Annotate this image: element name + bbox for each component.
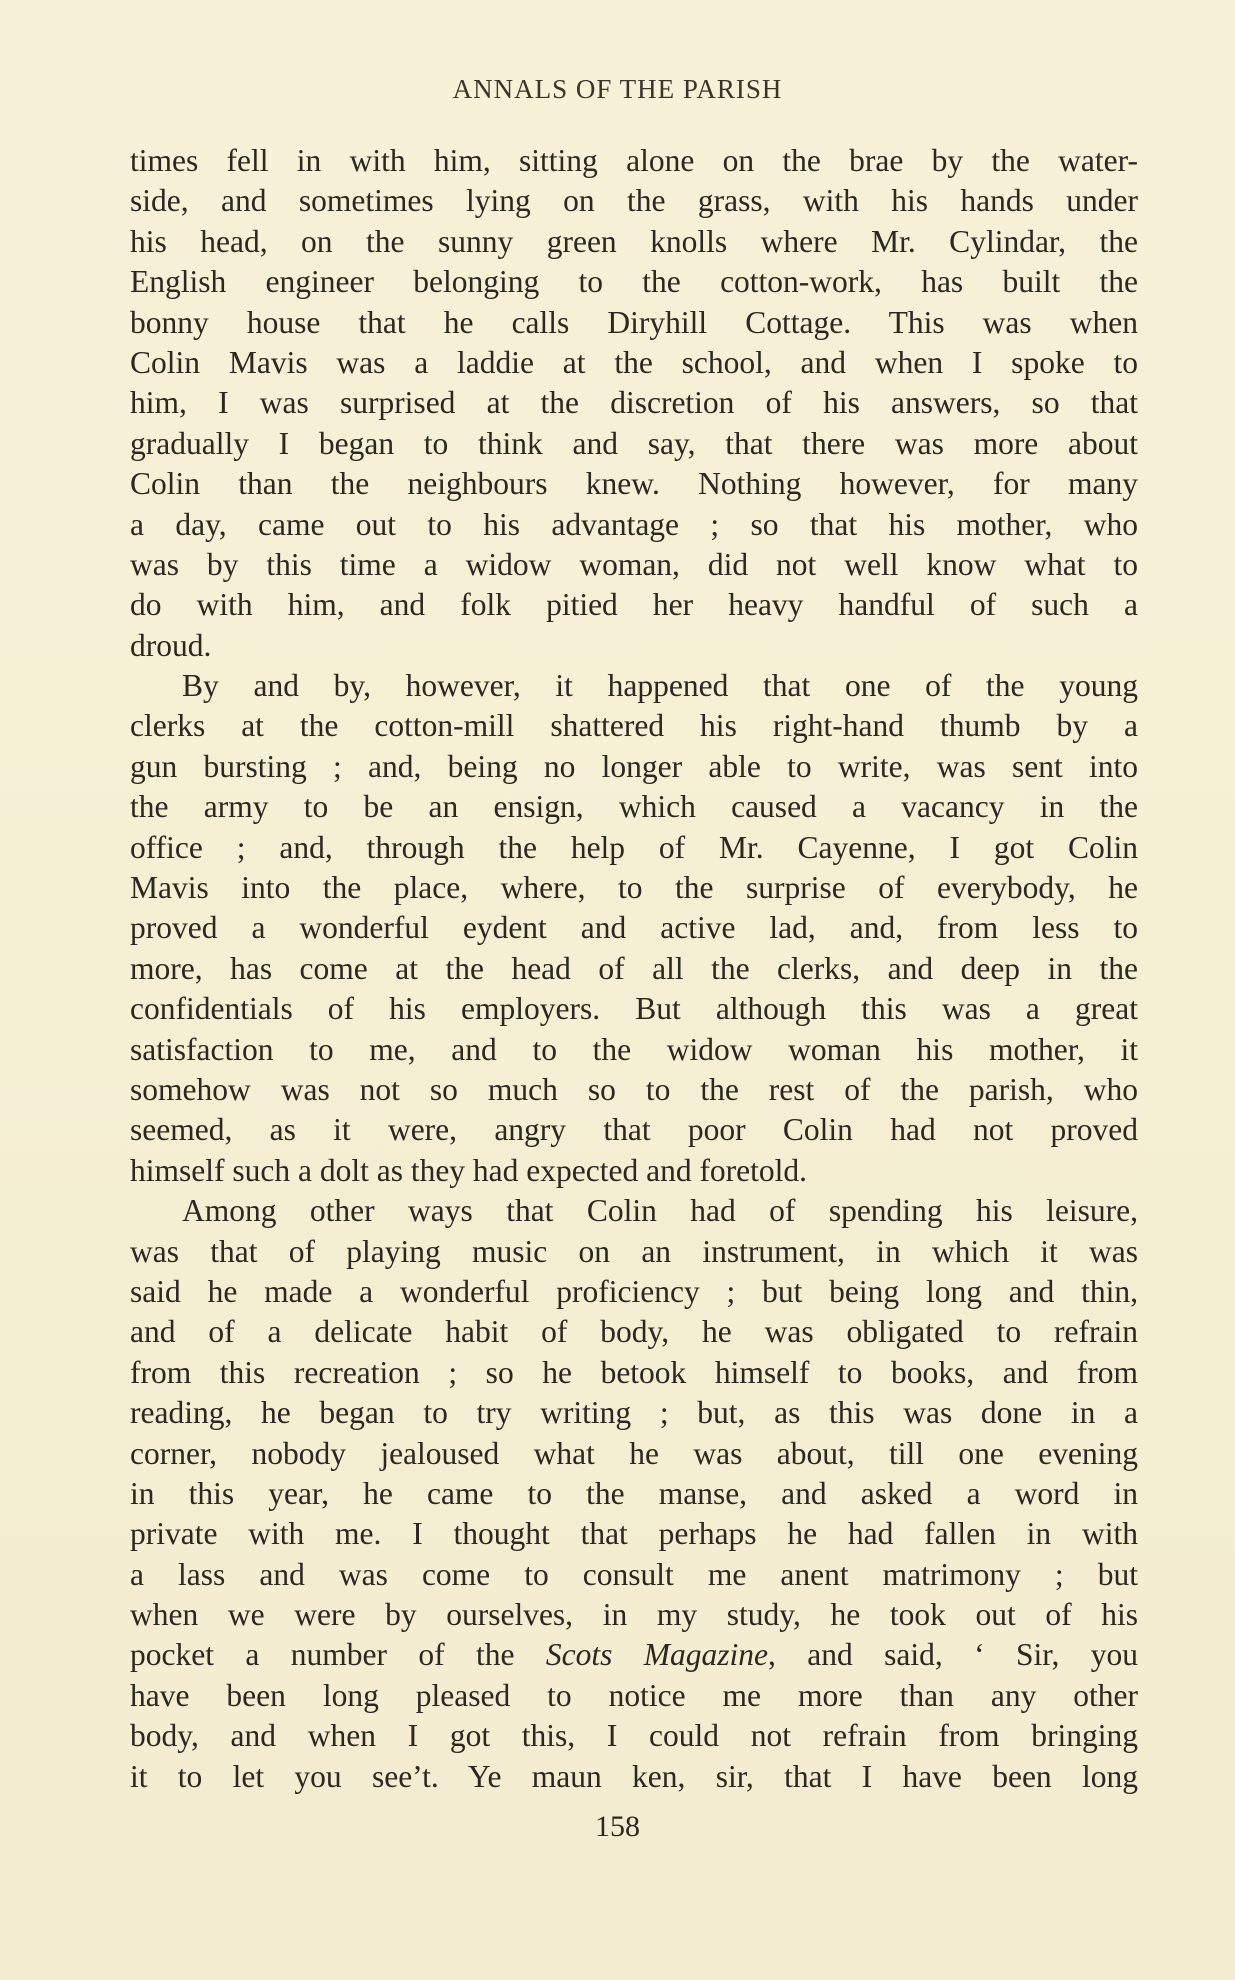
text-line: confidentials of his employers. But although this was a great	[130, 991, 1138, 1027]
text-fragment: pocket a number of the	[130, 1637, 546, 1673]
text-line: a lass and was come to consult me anent matrimony ; but	[130, 1556, 1138, 1592]
text-line: his head, on the sunny green knolls where Mr. Cylindar, the	[130, 223, 1138, 259]
text-line: times fell in with him, sitting alone on the brae by the water-	[130, 143, 1138, 178]
text-line: when we were by ourselves, in my study, he took out of his	[130, 1597, 1138, 1633]
text-line: in this year, he came to the manse, and asked a word in	[130, 1475, 1138, 1511]
text-line: body, and when I got this, I could not refrain from bringing	[130, 1718, 1138, 1754]
text-line: said he made a wonderful proficiency ; but being long and thin,	[130, 1273, 1138, 1309]
body-text	[130, 141, 1138, 1797]
text-line: do with him, and folk pitied her heavy handful of such a	[130, 587, 1138, 623]
text-line: corner, nobody jealoused what he was about, till one evening	[130, 1435, 1138, 1471]
text-line: satisfaction to me, and to the widow woman his mother, it	[130, 1031, 1138, 1067]
text-line: reading, he began to try writing ; but, as this was done in a	[130, 1395, 1138, 1431]
text-line: Mavis into the place, where, to the surprise of everybody, he	[130, 870, 1138, 906]
text-line: clerks at the cotton-mill shattered his right-hand thumb by a	[130, 708, 1138, 744]
text-line: somehow was not so much so to the rest of the parish, who	[130, 1071, 1138, 1107]
text-line: and of a delicate habit of body, he was obligated to refrain	[130, 1314, 1138, 1350]
text-line-magazine	[130, 1635, 1138, 1675]
text-line: droud.	[130, 627, 212, 663]
text-line: bonny house that he calls Diryhill Cottage. This was when	[130, 304, 1138, 340]
text-fragment: , and said, ‘ Sir, you	[767, 1637, 1138, 1673]
text-line: seemed, as it were, angry that poor Colin had not proved	[130, 1112, 1138, 1148]
text-line: office ; and, through the help of Mr. Cayenne, I got Colin	[130, 829, 1138, 865]
text-line: proved a wonderful eydent and active lad, and, from less to	[130, 910, 1138, 946]
text-line: him, I was surprised at the discretion of his answers, so that	[130, 385, 1138, 421]
text-line: By and by, however, it happened that one of the young	[182, 668, 1138, 704]
text-line: it to let you see’t. Ye maun ken, sir, that I have been long	[130, 1758, 1138, 1794]
text-line: gradually I began to think and say, that there was more about	[130, 425, 1138, 461]
text-line: Among other ways that Colin had of spending his leisure,	[182, 1193, 1138, 1229]
text-line: side, and sometimes lying on the grass, with his hands under	[130, 183, 1138, 219]
text-line: Colin than the neighbours knew. Nothing however, for many	[130, 466, 1138, 502]
text-line: was by this time a widow woman, did not well know what to	[130, 546, 1138, 582]
text-line: more, has come at the head of all the clerks, and deep in the	[130, 950, 1138, 986]
page-number: 158	[595, 1810, 640, 1843]
running-head: ANNALS OF THE PARISH	[452, 74, 783, 104]
text-line: the army to be an ensign, which caused a vacancy in the	[130, 789, 1138, 825]
text-line: private with me. I thought that perhaps he had fallen in with	[130, 1516, 1138, 1552]
text-line: gun bursting ; and, being no longer able to write, was sent into	[130, 748, 1138, 784]
text-line: from this recreation ; so he betook himself to books, and from	[130, 1354, 1138, 1390]
text-line: have been long pleased to notice me more than any other	[130, 1677, 1138, 1713]
text-line: English engineer belonging to the cotton-work, has built the	[130, 264, 1138, 300]
text-line: Colin Mavis was a laddie at the school, and when I spoke to	[130, 344, 1138, 380]
magazine-title: Scots Magazine	[545, 1637, 768, 1673]
text-line: himself such a dolt as they had expected and foretold.	[130, 1152, 808, 1188]
text-line: a day, came out to his advantage ; so that his mother, who	[130, 506, 1138, 542]
text-line: was that of playing music on an instrument, in which it was	[130, 1233, 1138, 1269]
